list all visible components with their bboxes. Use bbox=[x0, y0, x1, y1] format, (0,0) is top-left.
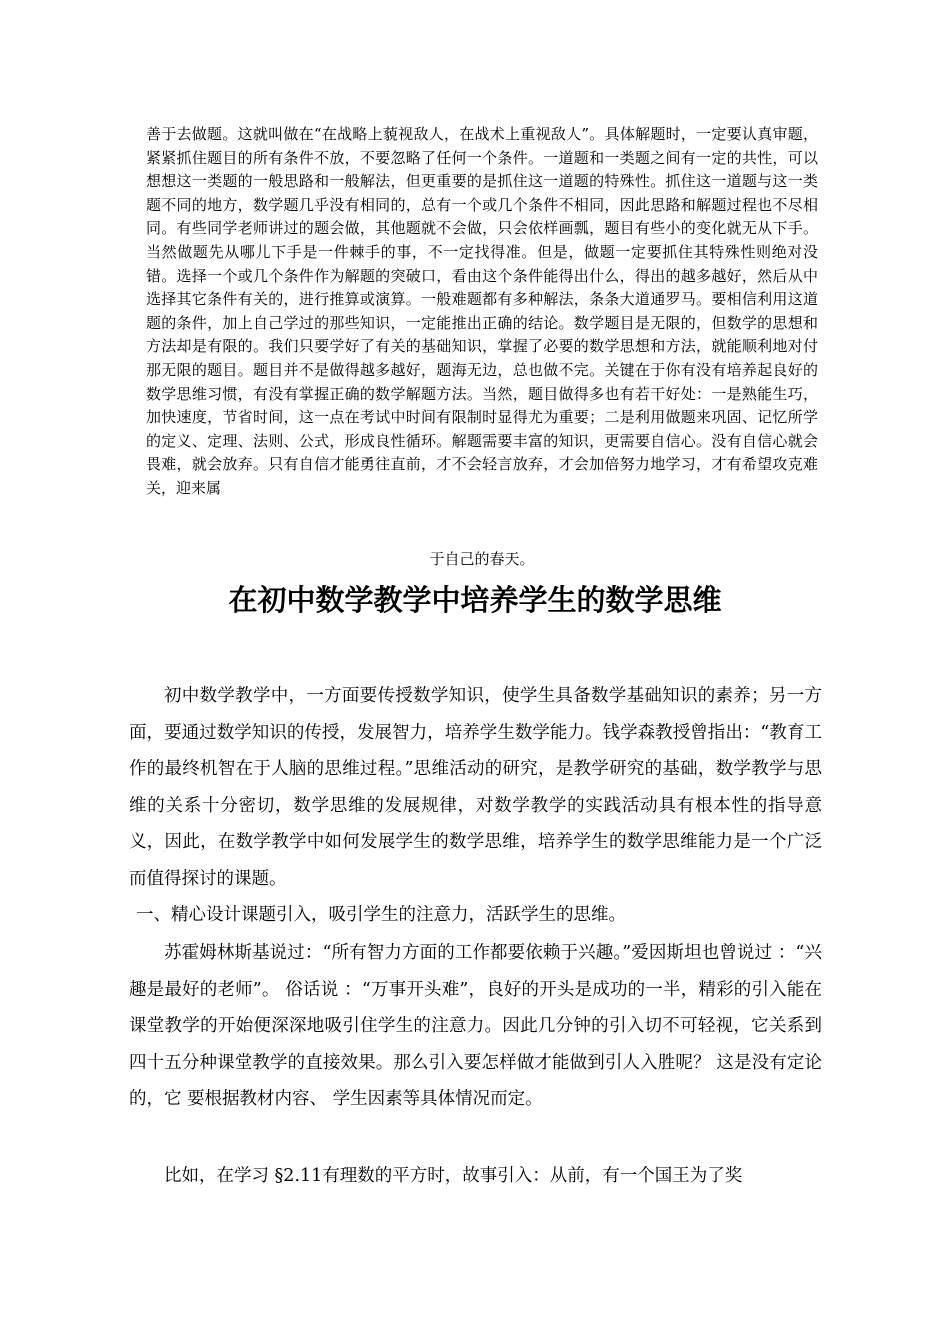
article-paragraph: 比如，在学习 §2.11有理数的平方时，故事引入：从前，有一个国王为了奖 bbox=[164, 1166, 743, 1186]
intro-paragraph-last-line: 于自己的春天。 bbox=[429, 550, 535, 568]
article-paragraph: 初中数学教学中，一方面要传授数学知识，使学生具备数学基础知识的素养；另一方面，要通过数学知识的传授，发展智力，培养学生数学能力。钱学森教授曾指出：“教育工作的最终机智在于人脑的思维过程。”思维活动的研究，是教学研究的基础，数学教学与思维的关系十分密切，数学思维的发展规律，对数学教学的实践活动具有根本性的指导意义，因此，在数学教学中如何发展学生的数学思维，培养学生的数学思维能力是一个广泛而值得探讨的课题。 bbox=[129, 686, 822, 889]
section-heading: 一、精心设计课题引入，吸引学生的注意力，活跃学生的思维。 bbox=[136, 905, 626, 925]
article-title: 在初中数学教学中培养学生的数学思维 bbox=[228, 583, 722, 617]
intro-paragraph: 善于去做题。这就叫做在“在战略上藐视敌人，在战术上重视敌人”。具体解题时，一定要认真审题，紧紧抓住题目的所有条件不放，不要忽略了任何一个条件。一道题和一类题之间有一定的共性，可以想想这一类题的一般思路和一般解法，但更重要的是抓住这一道题的特殊性。抓住这一道题与这一类题不同的地方，数学题几乎没有相同的，总有一个或几个条件不相同，因此思路和解题过程也不尽相同。有些同学老师讲过的题会做，其他题就不会做，只会依样画瓢，题目有些小的变化就无从下手。当然做题先从哪儿下手是一件棘手的事，不一定找得准。但是，做题一定要抓住其特殊性则绝对没错。选择一个或几个条件作为解题的突破口，看由这个条件能得出什么，得出的越多越好，然后从中选择其它条件有关的，进行推算或演算。一般难题都有多种解法，条条大道通罗马。要相信利用这道题的条件，加上自己学过的那些知识，一定能推出正确的结论。数学题目是无限的，但数学的思想和方法却是有限的。我们只要学好了有关的基础知识，掌握了必要的数学思想和方法，就能顺利地对付那无限的题目。题目并不是做得越多越好，题海无边，总也做不完。关键在于你有没有培养起良好的数学思维习惯，有没有掌握正确的数学解题方法。当然，题目做得多也有若干好处：一是熟能生巧，加快速度，节省时间，这一点在考试中时间有限制时显得尤为重要；二是利用做题来巩固、记忆所学的定义、定理、法则、公式，形成良性循环。解题需要丰富的知识，更需要自信心。没有自信心就会畏难，就会放弃。只有自信才能勇往直前，才不会轻言放弃，才会加倍努力地学习，才有希望攻克难关，迎来属 bbox=[146, 125, 818, 497]
article-paragraph: 苏霍姆林斯基说过：“所有智力方面的工作都要依赖于兴趣。”爱因斯坦也曾说过 ：“兴趣是最好的老师”。 俗话说 ：“万事开头难”，良好的开头是成功的一半，精彩的引入能在课堂教学的开始便深深地吸引住学生的注意力。因此几分钟的引入切不可轻视，它关系到四十五分种课堂教学的直接效果。那么引入要怎样做才能做到引人入胜呢？ 这是没有定论的，它 要根据教材内容、 学生因素等具体情况而定。 bbox=[129, 943, 822, 1109]
